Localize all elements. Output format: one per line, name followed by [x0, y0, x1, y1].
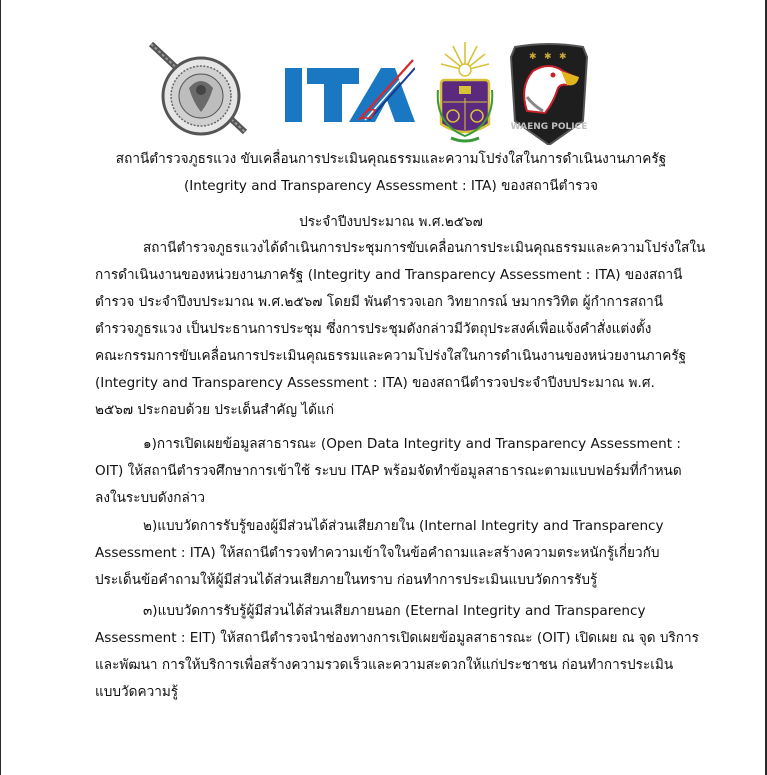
- key-point-line: OIT) ให้สถานีตำรวจศึกษาการเข้าใช้ ระบบ ITAP พร้อมจัดทำข้อมูลสาธารณะตามแบบฟอร์มที่กำหนด: [95, 463, 682, 479]
- key-point-3-external: [95, 598, 699, 706]
- intro-line: ตำรวจภูธรแวง เป็นประธานการประชุม ซึ่งการประชุมดังกล่าวมีวัตถุประสงค์เพื่อแจ้งคำสั่งแต่งตั้ง: [95, 321, 652, 337]
- intro-line: (Integrity and Transparency Assessment : ITA) ของสถานีตำรวจประจำปีงบประมาณ พ.ศ.: [95, 375, 655, 391]
- intro-line: สถานีตำรวจภูธรแวงได้ดำเนินการประชุมการขับเคลื่อนการประเมินคุณธรรมและความโปร่งใสใน: [143, 240, 706, 256]
- key-point-2-internal: [95, 513, 685, 594]
- intro-line: ๒๕๖๗ ประกอบด้วย ประเด็นสำคัญ ได้แก่: [95, 402, 335, 418]
- logo-row: [1, 28, 767, 133]
- intro-paragraph: [95, 235, 706, 424]
- intro-line: คณะกรรมการขับเคลื่อนการประเมินคุณธรรมและความโปร่งใสในการดำเนินงานของหน่วยงานภาครัฐ: [95, 348, 687, 364]
- headline-line-1: สถานีตำรวจภูธรแวง ขับเคลื่อนการประเมินคุณธรรมและความโปร่งใสในการดำเนินงานภาครัฐ: [115, 151, 667, 167]
- key-point-line: ประเด็นข้อคำถามให้ผู้มีส่วนได้ส่วนเสียภายในทราบ ก่อนทำการประเมินแบบวัดการรับรู้: [95, 572, 598, 588]
- svg-text:✱: ✱: [544, 52, 552, 62]
- key-point-line: ลงในระบบดังกล่าว: [95, 490, 206, 506]
- key-point-line: ๑)การเปิดเผยข้อมูลสาธารณะ (Open Data Integrity and Transparency Assessment :: [143, 436, 681, 452]
- intro-line: ตำรวจ ประจำปีงบประมาณ พ.ศ.๒๕๖๗ โดยมี พันตำรวจเอก วิทยากรณ์ ษมากรวิทิต ผู้กำการสถานี: [95, 294, 664, 310]
- key-point-line: ๓)แบบวัดการรับรู้ผู้มีส่วนได้ส่วนเสียภายนอก (Eternal Integrity and Transparency: [143, 603, 646, 619]
- intro-line: การดำเนินงานของหน่วยงานภาครัฐ (Integrity and Transparency Assessment : ITA) ของสถานี: [95, 267, 683, 283]
- royal-seal-logo: [145, 40, 255, 136]
- svg-text:✱: ✱: [559, 52, 567, 62]
- waeng-police-logo: [509, 41, 589, 145]
- key-point-line: Assessment : EIT) ให้สถานีตำรวจนำช่องทางการเปิดเผยข้อมูลสาธารณะ (OIT) เปิดเผย ณ จุด บริการ: [95, 630, 699, 646]
- royal-thai-police-logo: [435, 40, 495, 144]
- key-point-line: แบบวัดความรู้: [95, 684, 179, 700]
- waeng-police-label: WAENG POLICE: [510, 122, 588, 132]
- svg-text:✱: ✱: [529, 52, 537, 62]
- key-point-line: ๒)แบบวัดการรับรู้ของผู้มีส่วนได้ส่วนเสียภายใน (Internal Integrity and Transparency: [143, 518, 664, 534]
- headline-line-2: (Integrity and Transparency Assessment : ITA) ของสถานีตำรวจ: [183, 178, 599, 194]
- key-point-line: Assessment : ITA) ให้สถานีตำรวจทำความเข้าใจในข้อคำถามและสร้างความตระหนักรู้เกี่ยวกับ: [95, 545, 660, 561]
- ita-logo: [283, 58, 415, 124]
- key-point-1-oit: [95, 431, 685, 512]
- key-point-line: และพัฒนา การให้บริการเพื่อสร้างความรวดเร็วและความสะดวกให้แก่ประชาชน ก่อนทำการประเมิน: [95, 657, 674, 673]
- headline-fiscal-year: ประจำปีงบประมาณ พ.ศ.๒๕๖๗: [299, 214, 483, 230]
